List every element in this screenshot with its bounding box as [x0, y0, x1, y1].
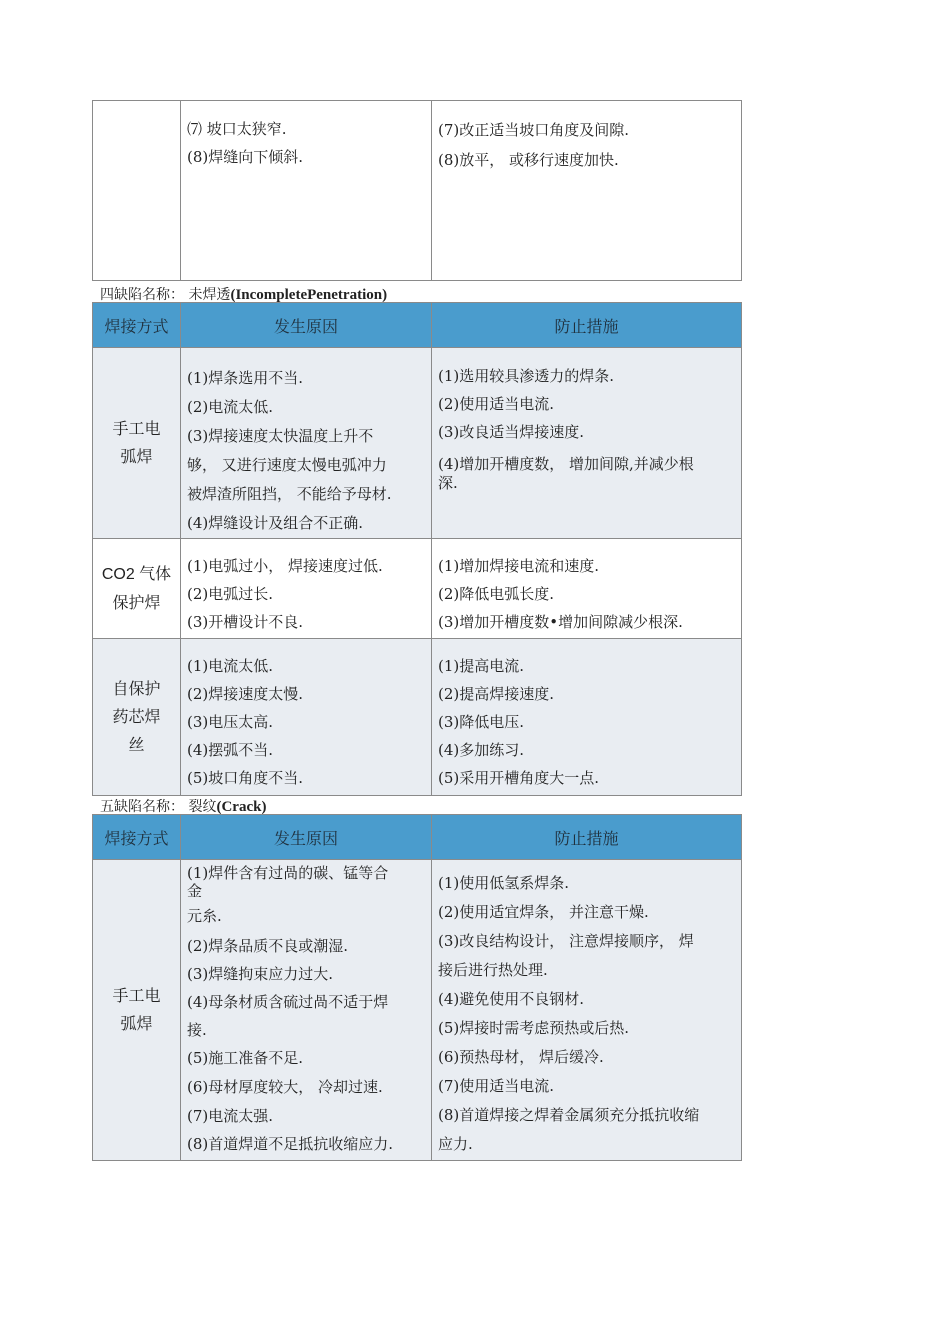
fix-item: (3)增加开槽度数•增加间隙减少根深. [438, 613, 683, 631]
fix-item: (8)首道焊接之焊着金属须充分抵抗收缩 [438, 1106, 700, 1124]
caption-prefix: 四缺陷名称： 未焊透 [100, 287, 231, 303]
cause-item: (2)焊条品质不良或潮湿. [187, 937, 349, 955]
caption-prefix: 五缺陷名称： 裂纹 [100, 799, 217, 815]
cause-item: (5)坡口角度不当. [187, 769, 304, 787]
incomplete-penetration-table [92, 302, 742, 796]
fix-item: (2)使用适宜焊条， 并注意干燥. [438, 903, 649, 921]
fixes-cell [432, 539, 742, 639]
cause-item: 接. [187, 1021, 207, 1039]
method-cell: 手工电弧焊 [93, 348, 181, 539]
cause-item: (8)焊缝向下倾斜. [187, 148, 304, 166]
fix-item: (2)使用适当电流. [438, 395, 555, 413]
caption-english: (IncompletePenetration) [230, 287, 388, 303]
header-prevention: 防止措施 [432, 303, 742, 348]
cause-item: (2)焊接速度太慢. [187, 685, 304, 703]
cause-item: (3)电压太高. [187, 713, 274, 731]
fixes-cell [432, 639, 742, 796]
fix-item: 应力. [438, 1135, 473, 1153]
method-cell: 手工电弧焊 [93, 860, 181, 1161]
fix-item: (8)放平， 或移行速度加快. [438, 151, 619, 169]
method-label: CO2 气体保护焊 [101, 565, 172, 612]
table-row [93, 348, 742, 539]
fix-item: (3)改良适当焊接速度. [438, 423, 585, 441]
cause-item: 元糸. [187, 907, 222, 925]
cause-item: (6)母材厚度较大， 冷却过速. [187, 1078, 383, 1096]
method-cell [93, 539, 181, 639]
fix-item: (1)选用较具渗透力的焊条. [438, 367, 615, 385]
fix-item: (3)降低电压. [438, 713, 525, 731]
fix-item: (7)使用适当电流. [438, 1077, 555, 1095]
cause-item: 金 [187, 882, 203, 900]
causes-cell [181, 348, 432, 539]
cause-item: (5)施工准备不足. [187, 1049, 304, 1067]
fix-item: (3)改良结构设计， 注意焊接顺序， 焊 [438, 932, 694, 950]
cause-item: (3)焊缝拘束应力过大. [187, 965, 334, 983]
crack-table [92, 814, 742, 1161]
fix-item: (5)采用开槽角度大一点. [438, 769, 600, 787]
cause-item: (1)电弧过小， 焊接速度过低. [187, 557, 383, 575]
fix-item: (5)焊接时需考虑预热或后热. [438, 1019, 630, 1037]
header-method: 焊接方式 [93, 815, 181, 860]
fixes-cell [432, 860, 742, 1161]
fix-item: (1)提高电流. [438, 657, 525, 675]
defect-table-continued [92, 100, 742, 281]
cause-item: (2)电流太低. [187, 398, 274, 416]
cause-item: (1)电流太低. [187, 657, 274, 675]
header-method: 焊接方式 [93, 303, 181, 348]
fixes-cell [432, 101, 742, 281]
cause-item: (3)开槽设计不良. [187, 613, 304, 631]
cause-item: (3)焊接速度太快温度上升不 [187, 427, 374, 445]
fix-item: (4)增加开槽度数， 增加间隙,并减少根 [438, 455, 694, 473]
header-cause: 发生原因 [181, 815, 432, 860]
cause-item: (2)电弧过长. [187, 585, 274, 603]
cause-item: (4)摆弧不当. [187, 741, 274, 759]
fix-item: (1)增加焊接电流和速度. [438, 557, 600, 575]
fix-item: (7)改正适当坡口角度及间隙. [438, 121, 630, 139]
fix-item: (2)降低电弧长度. [438, 585, 555, 603]
fix-item: (4)避免使用不良钢材. [438, 990, 585, 1008]
cause-item: (4)焊缝设计及组合不正确. [187, 514, 364, 532]
cause-item: 被焊渣所阻挡， 不能给予母材. [187, 485, 392, 503]
fix-item: (1)使用低氢系焊条. [438, 874, 570, 892]
table-row [93, 860, 742, 1161]
cause-item: 够， 又进行速度太慢电弧冲力 [187, 456, 387, 474]
fix-item: (6)预热母材， 焊后缓冷. [438, 1048, 604, 1066]
cause-item: (1)焊条选用不当. [187, 369, 304, 387]
method-cell: 自保护药芯焊丝 [93, 639, 181, 796]
cause-item: (8)首道焊道不足抵抗收缩应力. [187, 1135, 394, 1153]
cause-item: (7)电流太强. [187, 1107, 274, 1125]
table-row [93, 539, 742, 639]
section-5-caption [100, 796, 266, 816]
cause-item: (4)母条材质含硫过咼不适于焊 [187, 993, 389, 1011]
causes-cell [181, 639, 432, 796]
table-row [93, 639, 742, 796]
fixes-cell [432, 348, 742, 539]
fix-item: (4)多加练习. [438, 741, 525, 759]
cause-item: ⑺ 坡口太狭窄. [187, 120, 287, 138]
fix-item: 深. [438, 474, 458, 492]
causes-cell [181, 860, 432, 1161]
fix-item: 接后进行热处理. [438, 961, 548, 979]
section-4-caption [100, 284, 387, 304]
causes-cell [181, 539, 432, 639]
caption-english: (Crack) [216, 799, 267, 815]
method-cell [93, 101, 181, 281]
cause-item: (1)焊件含有过咼的碳、锰等合 [187, 864, 389, 882]
causes-cell [181, 101, 432, 281]
header-cause: 发生原因 [181, 303, 432, 348]
header-prevention: 防止措施 [432, 815, 742, 860]
fix-item: (2)提高焊接速度. [438, 685, 555, 703]
